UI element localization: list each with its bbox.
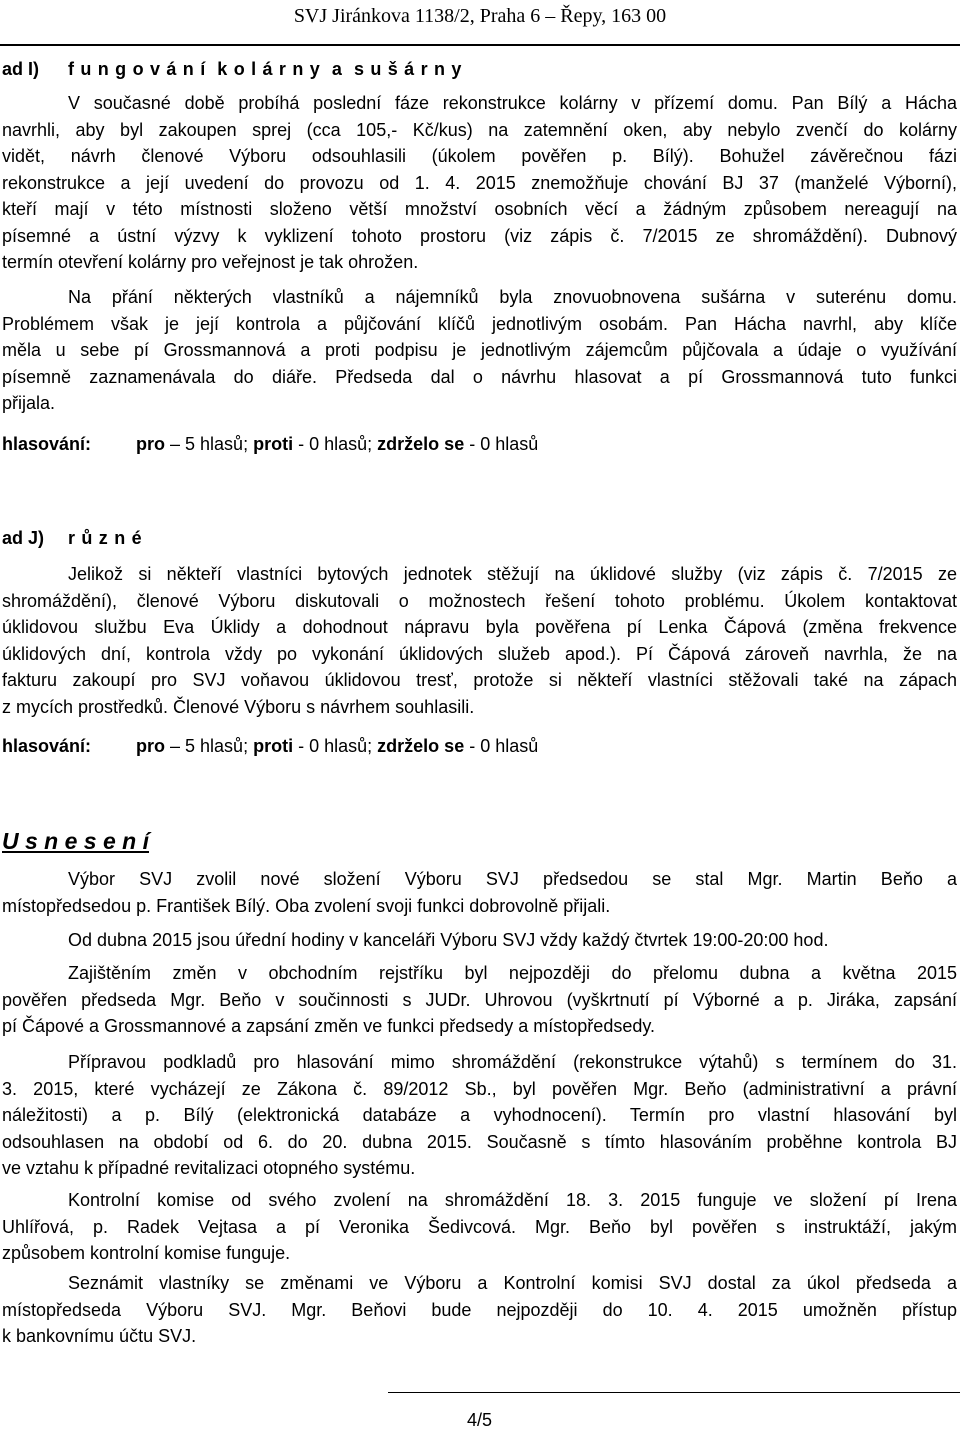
footer-rule xyxy=(388,1392,960,1393)
section-j-heading xyxy=(2,525,957,551)
paragraph-line: pí Čápové a Grossmannové a zapsání změn ve funkci předsedy a místopředsedy. xyxy=(2,1016,656,1036)
vote-for-label: pro xyxy=(136,434,165,454)
paragraph-line: ve vztahu k případné revitalizaci otopného systému. xyxy=(2,1158,416,1178)
vote-for-label: pro xyxy=(136,736,165,756)
vote-against-count: - 0 hlasů; xyxy=(298,736,373,756)
vote-for-count: – 5 hlasů; xyxy=(170,434,249,454)
section-j-title: r ů z n é xyxy=(68,528,143,548)
paragraph-line: místopředsedou p. František Bílý. Oba zvolení svoji funkci dobrovolně přijali. xyxy=(2,895,611,916)
vote-abstain-label: zdrželo se xyxy=(377,736,465,756)
paragraph-line: k bankovnímu účtu SVJ. xyxy=(2,1326,197,1346)
section-j-vote xyxy=(2,733,957,759)
vote-abstain-label: zdrželo se xyxy=(377,434,465,454)
paragraph-line: Seznámit vlastníky se změnami ve Výboru a Kontrolní komisi SVJ dostal za úkol předseda a xyxy=(68,1273,957,1293)
paragraph-line: písemné a ústní výzvy k vyklizení tohoto prostoru (viz zápis č. 7/2015 ze shromáždění). Dubnový xyxy=(2,225,957,246)
resolution-title: U s n e s e n í xyxy=(2,828,149,854)
paragraph-line: písemně zaznamenávala do diáře. Předseda dal o návrhu hlasovat a pí Grossmannová tuto funkci xyxy=(2,366,957,387)
resolution-paragraph-1 xyxy=(2,866,957,919)
paragraph-line: Uhlířová, p. Radek Vejtasa a pí Veronika Šedivcová. Mgr. Beňo byl pověřen s instruktáží, jakým xyxy=(2,1216,957,1237)
paragraph-line: Na přání některých vlastníků a nájemníků byla znovuobnovena sušárna v suterénu domu. xyxy=(68,287,957,307)
paragraph-line: rekonstrukce a její uvedení do provozu od 1. 4. 2015 znemožňuje chování BJ 37 (manželé Výborní), xyxy=(2,172,957,193)
paragraph-line: shromáždění), členové Výboru diskutovali o možnostech řešení tohoto problému. Úkolem kontaktovat xyxy=(2,590,957,611)
paragraph-line: pověřen předseda Mgr. Beňo v součinnosti s JUDr. Uhrovou (vyškrtnutí pí Výborné a p. Jiráka, zapsání xyxy=(2,989,957,1010)
paragraph-line: Výbor SVJ zvolil nové složení Výboru SVJ předsedou se stal Mgr. Martin Beňo a xyxy=(68,869,957,889)
header-rule xyxy=(0,44,960,46)
resolution-paragraph-4 xyxy=(2,1049,957,1182)
resolution-paragraph-2 xyxy=(2,927,957,954)
section-i-heading xyxy=(2,56,957,82)
paragraph-line: kteří mají v této místnosti složeno větší množství osobních věcí a žádným způsobem nereagují na xyxy=(2,199,957,219)
paragraph-line: z mycích prostředků. Členové Výboru s návrhem souhlasili. xyxy=(2,696,475,717)
resolution-paragraph-3 xyxy=(2,960,957,1040)
paragraph-line: Zajištěním změn v obchodním rejstříku byl nejpozději do přelomu dubna a května 2015 xyxy=(68,963,957,983)
vote-label: hlasování: xyxy=(2,736,92,756)
paragraph-line: termín otevření kolárny pro veřejnost je tak ohrožen. xyxy=(2,252,419,272)
page-header-address: SVJ Jiránkova 1138/2, Praha 6 – Řepy, 163 00 xyxy=(293,5,667,27)
paragraph-line: Kontrolní komise od svého zvolení na shromáždění 18. 3. 2015 funguje ve složení pí Irena xyxy=(68,1190,957,1210)
paragraph-line: Jelikož si někteří vlastníci bytových jednotek stěžují na úklidové služby (viz zápis č. 7/2015 ze xyxy=(68,564,957,584)
paragraph-line: úklidovou službu Eva Úklidy a dohodnout nápravu byla pověřena pí Lenka Čápová (změna frekvence xyxy=(2,617,957,637)
vote-against-label: proti xyxy=(253,434,294,454)
paragraph-line: odsouhlasen na období od 6. do 20. dubna 2015. Současně s tímto hlasováním proběhne kontrola BJ xyxy=(2,1131,957,1152)
paragraph-line: V současné době probíhá poslední fáze rekonstrukce kolárny v přízemí domu. Pan Bílý a Hácha xyxy=(68,93,957,113)
section-i-paragraph-2 xyxy=(2,284,957,417)
vote-label: hlasování: xyxy=(2,434,92,454)
paragraph-line: Problémem však je její kontrola a půjčování klíčů jednotlivým osobám. Pan Hácha navrhl, aby klíče xyxy=(2,313,957,334)
vote-abstain-count: - 0 hlasů xyxy=(469,434,539,454)
section-i-paragraph-1 xyxy=(2,90,957,276)
section-j-paragraph-1 xyxy=(2,561,957,720)
paragraph-line: přijala. xyxy=(2,393,56,413)
paragraph-line: 3. 2015, které vycházejí ze Zákona č. 89/2012 Sb., byl pověřen Mgr. Beňo (administrativní a právní xyxy=(2,1078,957,1099)
paragraph-line: měla u sebe pí Grossmannová a proti podpisu je jednotlivým zájemcům půjčovala a údaje o využívání xyxy=(2,340,957,360)
resolution-paragraph-6 xyxy=(2,1270,957,1350)
paragraph-line: způsobem kontrolní komise funguje. xyxy=(2,1243,291,1263)
section-i-title: f u n g o v á n í k o l á r n y a s u š á r n y xyxy=(68,59,463,79)
paragraph-line: Od dubna 2015 jsou úřední hodiny v kanceláři Výboru SVJ vždy každý čtvrtek 19:00-20:00 hod. xyxy=(68,930,829,950)
vote-against-count: - 0 hlasů; xyxy=(298,434,373,454)
paragraph-line: úklidových dní, kontrola vždy po vykonání úklidových služeb apod.). Pí Čápová zároveň navrhla, že na xyxy=(2,643,957,664)
vote-abstain-count: - 0 hlasů xyxy=(469,736,539,756)
paragraph-line: vidět, návrh členové Výboru odsouhlasili (úkolem pověřen p. Bílý). Bohužel závěrečnou fázi xyxy=(2,146,957,166)
page-number: 4/5 xyxy=(466,1410,493,1430)
paragraph-line: náležitosti) a p. Bílý (elektronická databáze a vyhodnocení). Termín pro vlastní hlasování byl xyxy=(2,1105,957,1125)
section-i-vote xyxy=(2,431,957,457)
resolution-paragraph-5 xyxy=(2,1187,957,1267)
vote-for-count: – 5 hlasů; xyxy=(170,736,249,756)
paragraph-line: místopředseda Výboru SVJ. Mgr. Beňovi bude nejpozději do 10. 4. 2015 umožněn přístup xyxy=(2,1299,957,1320)
section-i-label: ad I) xyxy=(2,59,40,79)
section-j-label: ad J) xyxy=(2,528,45,548)
paragraph-line: Přípravou podkladů pro hlasování mimo shromáždění (rekonstrukce výtahů) s termínem do 31. xyxy=(68,1052,957,1072)
paragraph-line: navrhli, aby byl zakoupen sprej (cca 105,- Kč/kus) na zatemnění oken, aby nebylo zvenčí do kolárny xyxy=(2,119,957,140)
paragraph-line: fakturu zakoupí pro SVJ voňavou úklidovou tresť, protože si někteří vlastníci stěžovali také na zápach xyxy=(2,670,957,690)
vote-against-label: proti xyxy=(253,736,294,756)
